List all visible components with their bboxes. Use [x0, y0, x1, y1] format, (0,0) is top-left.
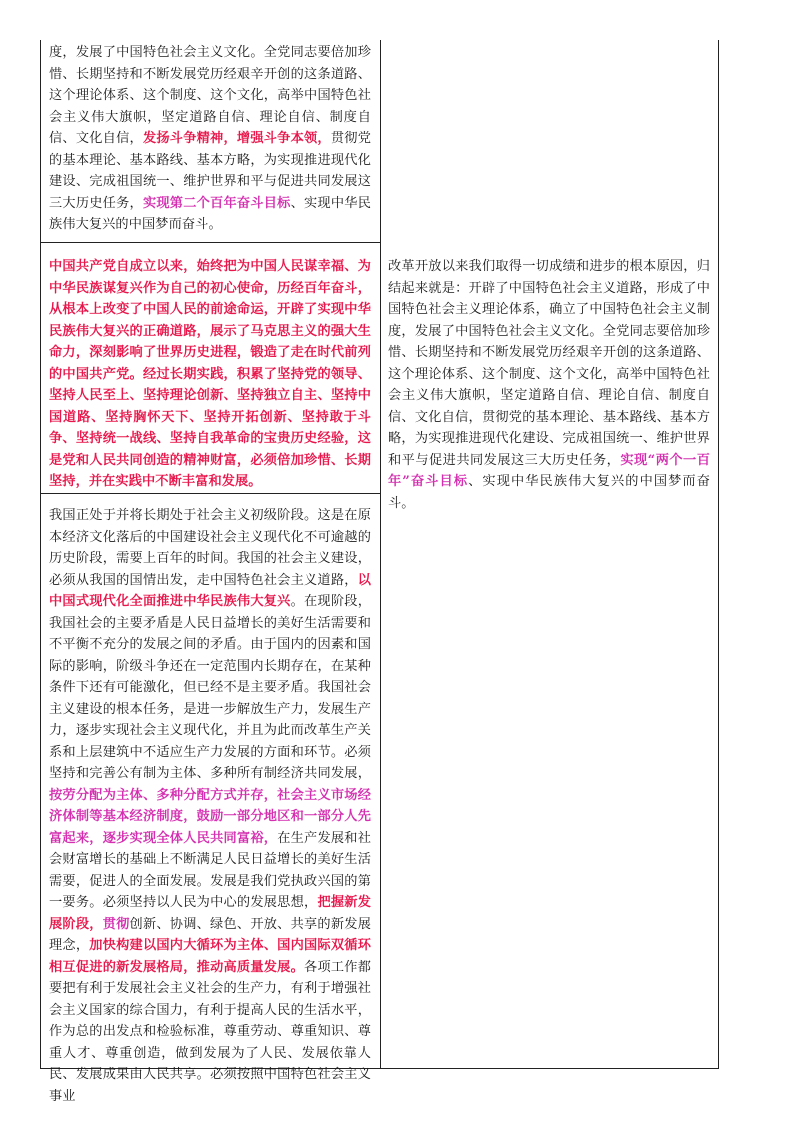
text-run: 改革开放以来我们取得一切成绩和进步的根本原因，归结起来就是：开辟了中国特色社会主义道路，形成了中国特色社会主义理论体系，确立了中国特色社会主义制度，发展了中国特色社会主义文化。全党同志要倍加珍惜、长期坚持和不断发展党历经艰辛开创的这条道路、这个理论体系、这个制度、这个文化，高举中国特色社会主义伟大旗帜，坚定道路自信、理论自信、制度自信、文化自信，贯彻党的基本理论、基本路线、基本方略，为实现推进现代化建设、完成祖国统一、维护世界和平与促进共同发展这三大历史任务， [388, 259, 710, 468]
highlighted-text-run: 把握新发展阶段， [49, 895, 372, 932]
highlighted-text-run: 以中国式现代化全面推进中华民族伟大复兴 [49, 572, 371, 609]
highlighted-text-run: 贯彻 [102, 916, 130, 932]
cell-right-row2 [388, 256, 710, 514]
text-run: 我国正处于并将长期处于社会主义初级阶段。这是在原本经济文化落后的中国建设社会主义现代化不可逾越的历史阶段，需要上百年的时间。我国的社会主义建设，必须从我国的国情出发，走中国特色社会主义道路， [49, 508, 371, 588]
text-run: 在生产发展和社会财富增长的基础上不断满足人民日益增长的美好生活需要，促进人的全面发展。发展是我们党执政兴国的第一要务。必须坚持以人民为中心的发展思想， [49, 830, 372, 910]
highlighted-text-run: 实现“两个一百年”奋斗目标 [388, 452, 710, 489]
highlighted-text-run: 实现第二个百年奋斗目标 [142, 195, 291, 211]
text-run: 。在现阶段，我国社会的主要矛盾是人民日益增长的美好生活需要和不平衡不充分的发展之间的矛盾。由于国内的因素和国际的影响，阶级斗争还在一定范围内长期存在，在某种条件下还有可能激化，但已经不是主要矛盾。我国社会主义建设的根本任务，是进一步解放生产力，发展生产力，逐步实现社会主义现代化，并且为此而改革生产关系和上层建筑中不适应生产力发展的方面和环节。必须坚持和完善公有制为主体、多种所有制经济共同发展， [49, 594, 371, 781]
cell-left-row1 [49, 42, 371, 236]
cell-left-row2 [49, 256, 371, 493]
text-run: 度，发展了中国特色社会主义文化。全党同志要倍加珍惜、长期坚持和不断发展党历经艰辛开创的这条道路、这个理论体系、这个制度、这个文化，高举中国特色社会主义伟大旗帜，坚定道路自信、理论自信、制度自信、文化自信， [49, 45, 371, 146]
cell-left-row3 [49, 505, 371, 1107]
text-run: 、实现中华民族伟大复兴的中国梦而奋斗。 [388, 474, 710, 511]
text-run: 创新、协调、绿色、开放、共享的新发展理念， [49, 916, 371, 953]
text-run: 贯彻党的基本理论、基本路线、基本方略，为实现推进现代化建设、完成祖国统一、维护世界和平与促进共同发展这三大历史任务， [49, 131, 371, 211]
row-divider [41, 242, 380, 243]
row-divider [41, 493, 380, 494]
highlighted-text-run: 发扬斗争精神，增强斗争本领， [142, 131, 331, 146]
highlighted-text-run: 加快构建以国内大循环为主体、国内国际双循环相互促进的新发展格局，推动高质量发展。 [49, 938, 371, 975]
highlighted-text-run: 按劳分配为主体、多种分配方式并存，社会主义市场经济体制等基本经济制度，鼓励一部分地区和一部分人先富起来，逐步实现全体人民共同富裕， [49, 787, 371, 846]
text-run: 各项工作都要把有利于发展社会主义社会的生产力，有利于增强社会主义国家的综合国力，有利于提高人民的生活水平，作为总的出发点和检验标准，尊重劳动、尊重知识、尊重人才、尊重创造，做到发展为了人民、发展依靠人民、发展成果由人民共享。必须按照中国特色社会主义事业 [49, 959, 372, 1104]
text-run: 、实现中华民族伟大复兴的中国梦而奋斗。 [49, 195, 371, 232]
highlighted-text-run: 中国共产党自成立以来，始终把为中国人民谋幸福、为中华民族谋复兴作为自己的初心使命，历经百年奋斗，从根本上改变了中国人民的前途命运，开辟了实现中华民族伟大复兴的正确道路，展示了马克思主义的强大生命力，深刻影响了世界历史进程，锻造了走在时代前列的中国共产党。经过长期实践，积累了坚持党的领导、坚持人民至上、坚持理论创新、坚持独立自主、坚持中国道路、坚持胸怀天下、坚持开拓创新、坚持敢于斗争、坚持统一战线、坚持自我革命的宝贵历史经验，这是党和人民共同创造的精神财富，必须倍加珍惜、长期坚持，并在实践中不断丰富和发展。 [49, 259, 371, 489]
column-divider [380, 40, 381, 1068]
comparison-table [40, 40, 719, 1104]
